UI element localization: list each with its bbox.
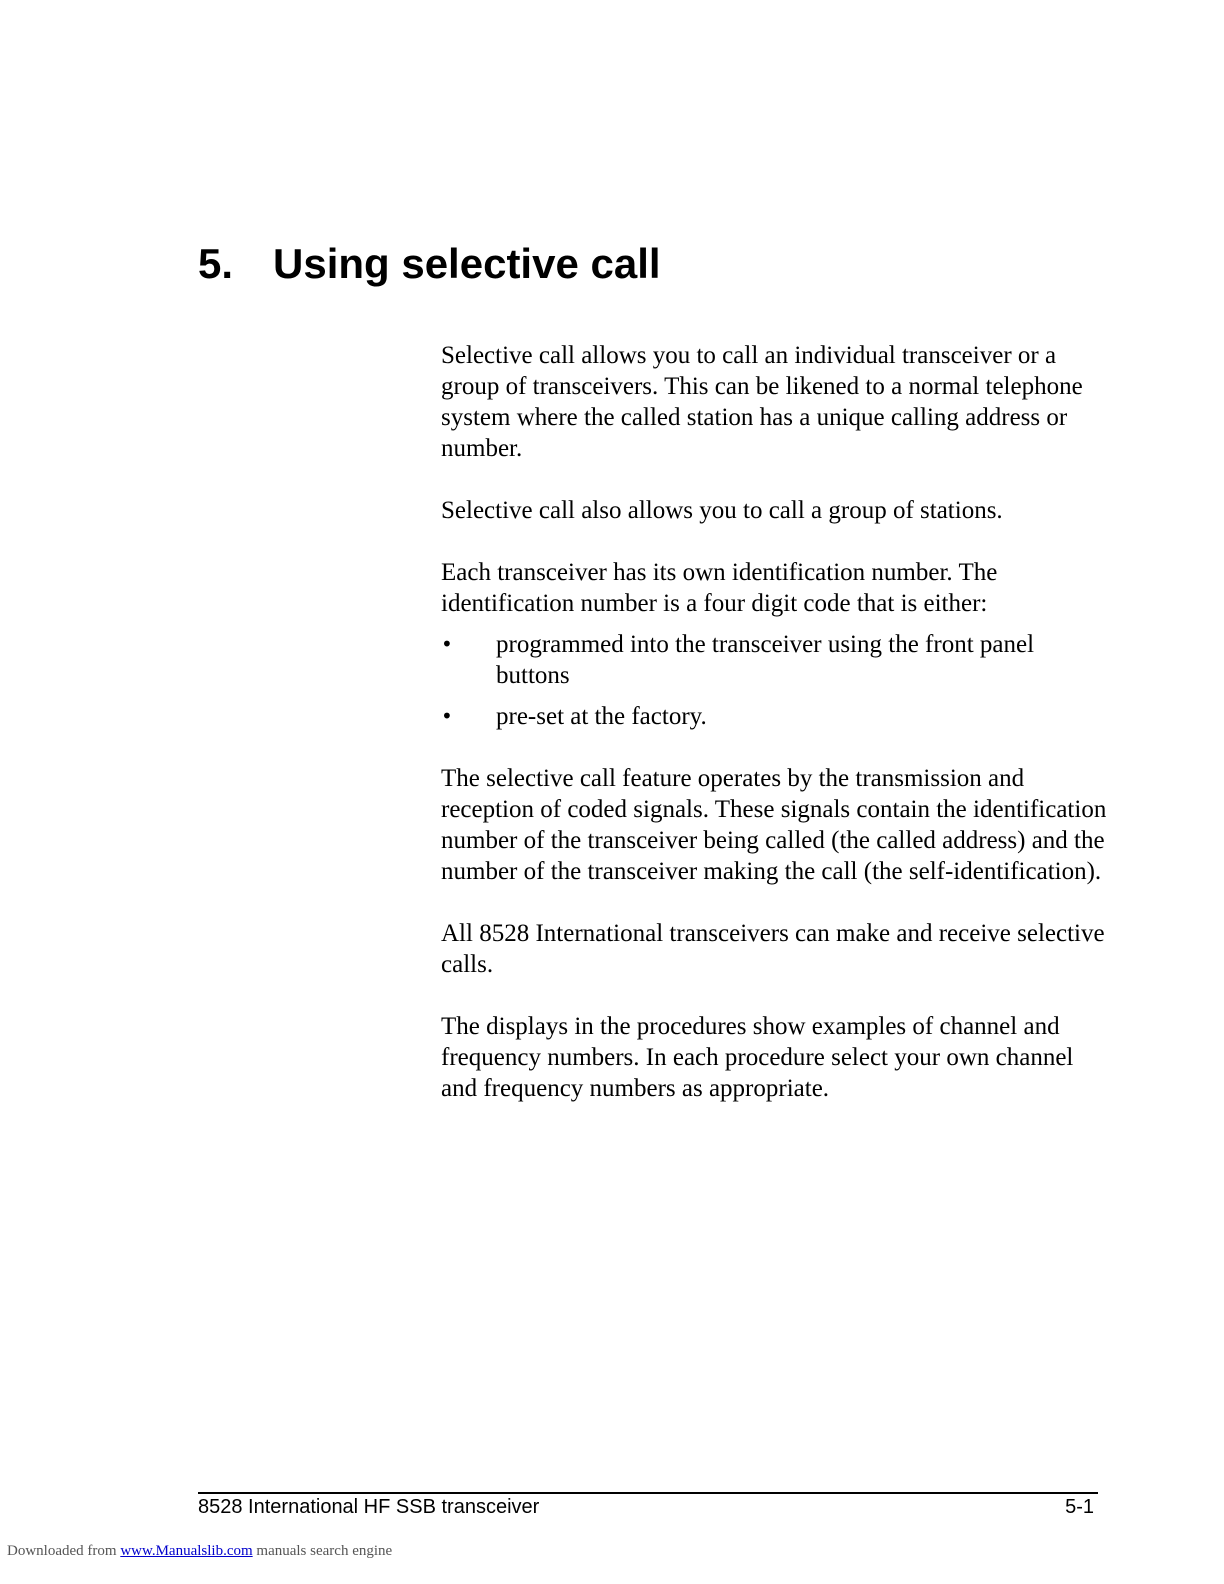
paragraph-intro: Selective call allows you to call an individual transceiver or a group of transceivers. This can be likened to a normal telephone system where the called station has a unique calling address or number. (441, 342, 1083, 462)
footer-title: 8528 International HF SSB transceiver (198, 1496, 540, 1518)
chapter-number: 5. (198, 240, 234, 287)
paragraph-identification: Each transceiver has its own identification number. The identification number is a four digit code that is either: (441, 559, 998, 617)
list-item-text: pre-set at the factory. (496, 703, 707, 730)
list-item (441, 629, 1111, 691)
download-note-prefix: Downloaded from (7, 1543, 117, 1559)
manualslib-link[interactable]: www.Manualslib.com (120, 1543, 253, 1559)
body-text (441, 340, 1111, 1135)
page-number: 5-1 (1065, 1496, 1094, 1518)
download-note-suffix: manuals search engine (256, 1543, 393, 1559)
paragraph-group-call: Selective call also allows you to call a group of stations. (441, 497, 1003, 524)
chapter-title: Using selective call (273, 240, 661, 287)
paragraph-coded-signals: The selective call feature operates by the transmission and reception of coded signals. These signals contain the identification number of the transceiver being called (the called address) and the number of the transceiver making the call (the self-identification). (441, 765, 1107, 885)
bullet-icon: • (441, 632, 453, 656)
bullet-icon: • (441, 704, 453, 728)
footer-rule (198, 1492, 1098, 1494)
paragraph-displays: The displays in the procedures show examples of channel and frequency numbers. In each procedure select your own channel and frequency numbers as appropriate. (441, 1013, 1074, 1102)
bullet-list (441, 629, 1111, 732)
paragraph-all-transceivers: All 8528 International transceivers can make and receive selective calls. (441, 920, 1105, 978)
download-note (7, 1542, 392, 1560)
chapter-heading (198, 236, 661, 292)
list-item (441, 701, 1111, 732)
list-item-text: programmed into the transceiver using the front panel buttons (496, 631, 1035, 689)
